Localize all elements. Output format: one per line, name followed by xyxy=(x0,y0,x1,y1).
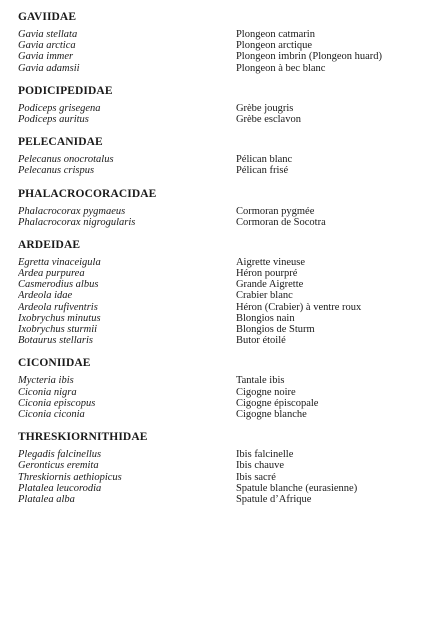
latin-name: Gavia immer xyxy=(18,51,74,63)
latin-name: Ardeola idae xyxy=(18,290,73,302)
french-name: Blongios de Sturm xyxy=(235,324,315,335)
family-section xyxy=(18,187,430,228)
family-header: PODICIPEDIDAE xyxy=(18,84,113,97)
french-name: Tantale ibis xyxy=(235,375,285,387)
species-row xyxy=(18,257,430,268)
french-name: Plongeon catmarin xyxy=(235,29,315,40)
species-row xyxy=(18,103,430,114)
latin-name: Phalacrocorax pygmaeus xyxy=(18,205,126,217)
french-name: Cigogne noire xyxy=(235,386,296,398)
latin-name: Ciconia episcopus xyxy=(18,397,96,409)
family-section xyxy=(18,238,430,347)
latin-name: Podiceps auritus xyxy=(18,113,89,125)
species-row xyxy=(18,387,430,398)
french-name: Cormoran de Socotra xyxy=(235,216,326,228)
latin-name: Ardeola rufiventris xyxy=(18,301,98,313)
latin-name: Pelecanus onocrotalus xyxy=(18,154,114,166)
french-name: Héron (Crabier) à ventre roux xyxy=(235,301,362,313)
latin-name: Geronticus eremita xyxy=(18,460,99,472)
latin-name: Threskiornis aethiopicus xyxy=(18,471,122,483)
latin-name: Mycteria ibis xyxy=(18,375,74,387)
latin-name: Ixobrychus sturmii xyxy=(18,324,98,335)
species-row xyxy=(18,375,430,386)
species-list xyxy=(18,29,430,74)
species-row xyxy=(18,165,430,176)
french-name: Aigrette vineuse xyxy=(235,256,306,268)
latin-name: Platalea leucorodia xyxy=(18,482,102,494)
species-row xyxy=(18,335,430,346)
species-row xyxy=(18,114,430,125)
french-name: Plongeon arctique xyxy=(235,40,313,52)
species-row xyxy=(18,324,430,335)
family-header: PHALACROCORACIDAE xyxy=(18,187,157,200)
french-name: Cigogne blanche xyxy=(235,408,307,420)
species-row xyxy=(18,483,430,494)
family-header: PELECANIDAE xyxy=(18,136,103,149)
family-section xyxy=(18,356,430,420)
species-row xyxy=(18,302,430,313)
french-name: Spatule blanche (eurasienne) xyxy=(235,482,358,494)
species-list xyxy=(18,449,430,505)
latin-name: Pelecanus crispus xyxy=(18,165,95,177)
french-name: Ibis falcinelle xyxy=(235,449,294,461)
family-section xyxy=(18,84,430,125)
species-row xyxy=(18,217,430,228)
french-name: Héron pourpré xyxy=(235,268,298,280)
species-row xyxy=(18,279,430,290)
species-row xyxy=(18,40,430,51)
family-header: CICONIIDAE xyxy=(18,357,91,370)
species-row xyxy=(18,268,430,279)
latin-name: Ixobrychus minutus xyxy=(18,312,101,324)
french-name: Grèbe esclavon xyxy=(235,113,301,125)
french-name: Cigogne épiscopale xyxy=(235,397,319,409)
family-section xyxy=(18,135,430,176)
species-row xyxy=(18,398,430,409)
species-row xyxy=(18,51,430,62)
species-row xyxy=(18,449,430,460)
french-name: Crabier blanc xyxy=(235,290,293,302)
french-name: Plongeon à bec blanc xyxy=(235,62,326,74)
family-header: GAVIIDAE xyxy=(18,11,77,23)
species-row xyxy=(18,154,430,165)
french-name: Grande Aigrette xyxy=(235,279,304,291)
latin-name: Plegadis falcinellus xyxy=(18,449,102,461)
latin-name: Gavia adamsii xyxy=(18,62,80,74)
species-list xyxy=(18,206,430,228)
french-name: Grèbe jougris xyxy=(235,102,294,114)
latin-name: Ardea purpurea xyxy=(18,268,85,280)
latin-name: Casmerodius albus xyxy=(18,279,99,291)
species-row xyxy=(18,29,430,40)
latin-name: Platalea alba xyxy=(18,493,75,505)
species-row xyxy=(18,206,430,217)
species-row xyxy=(18,460,430,471)
french-name: Blongios nain xyxy=(235,312,295,324)
latin-name: Podiceps grisegena xyxy=(18,102,101,114)
species-list xyxy=(18,103,430,125)
species-row xyxy=(18,290,430,301)
species-row xyxy=(18,313,430,324)
family-section xyxy=(18,430,430,505)
family-header: ARDEIDAE xyxy=(18,238,81,251)
latin-name: Ciconia ciconia xyxy=(18,408,85,420)
species-list xyxy=(18,154,430,176)
french-name: Spatule d’Afrique xyxy=(235,493,312,505)
species-row xyxy=(18,409,430,420)
species-row xyxy=(18,472,430,483)
french-name: Plongeon imbrin (Plongeon huard) xyxy=(235,51,383,63)
species-row xyxy=(18,63,430,74)
species-list xyxy=(18,375,430,420)
french-name: Pélican frisé xyxy=(235,165,289,177)
french-name: Cormoran pygmée xyxy=(235,205,315,217)
latin-name: Phalacrocorax nigrogularis xyxy=(18,216,136,228)
latin-name: Gavia stellata xyxy=(18,29,78,40)
latin-name: Botaurus stellaris xyxy=(18,335,93,347)
family-header: THRESKIORNITHIDAE xyxy=(18,431,148,444)
french-name: Ibis sacré xyxy=(235,471,276,483)
species-list xyxy=(18,257,430,347)
french-name: Butor étoilé xyxy=(235,335,286,347)
latin-name: Ciconia nigra xyxy=(18,386,77,398)
latin-name: Gavia arctica xyxy=(18,40,76,52)
french-name: Ibis chauve xyxy=(235,460,285,472)
family-section xyxy=(18,10,430,74)
species-row xyxy=(18,494,430,505)
latin-name: Egretta vinaceigula xyxy=(18,256,101,268)
french-name: Pélican blanc xyxy=(235,154,293,166)
